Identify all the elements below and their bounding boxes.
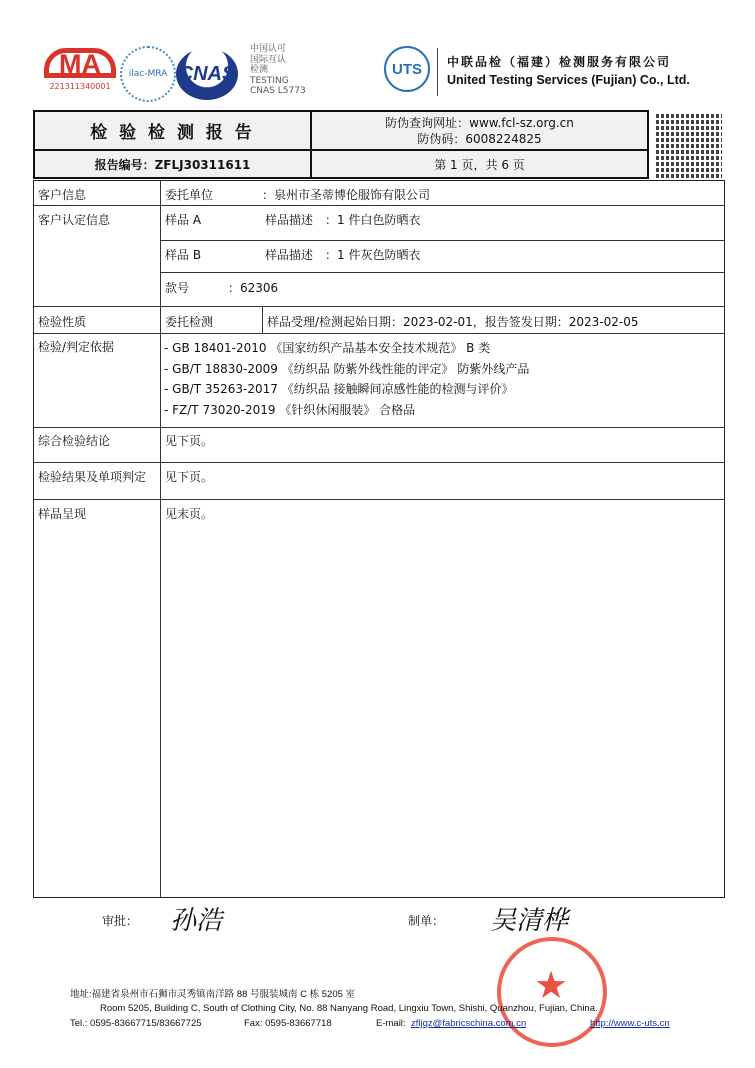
basis-label: 检验/判定依据 — [38, 340, 115, 354]
info-table — [33, 180, 725, 898]
approve-label: 审批： — [102, 914, 139, 928]
company-seal — [497, 937, 607, 1047]
star-icon: ★ — [534, 963, 569, 1007]
verification-info — [310, 110, 649, 151]
report-title: 检 验 检 测 报 告 — [33, 110, 312, 151]
inspection-nature-label: 检验性质 — [38, 315, 87, 329]
basis-item: - GB/T 18830-2009 《纺织品 防紫外线性能的评定》 防紫外线产品 — [164, 361, 530, 376]
address-cn: 地址:福建省泉州市石狮市灵秀镇南洋路 88 号服装城南 C 栋 5205 室 — [70, 989, 356, 1000]
results-value: 见下页。 — [165, 470, 214, 484]
report-number: 报告编号：ZFLJ30311611 — [33, 149, 312, 179]
cma-logo: MA 221311340001 — [44, 48, 116, 100]
verify-url: 防伪查询网址：www.fcl-sz.org.cn — [385, 115, 574, 130]
sample-b-label: 样品 B — [165, 248, 202, 262]
sample-presentation-label: 样品呈现 — [38, 507, 87, 521]
ilac-mra-logo: ilac-MRA — [120, 46, 176, 102]
basis-list — [164, 338, 529, 420]
basis-item: - GB 18401-2010 《国家纺织产品基本安全技术规范》 B 类 — [164, 341, 491, 355]
address-en: Room 5205, Building C, South of Clothing City, No. 88 Nanyang Road, Lingxiu Town, Shishi, Quanzhou, Fujian, China. — [100, 1003, 598, 1014]
prepare-label: 制单： — [408, 914, 445, 928]
dates: 样品受理/检测起始日期：2023-02-01，报告签发日期：2023-02-05 — [267, 315, 639, 329]
style-value: ：62306 — [228, 281, 279, 295]
sample-a-label: 样品 A — [165, 213, 202, 227]
results-label: 检验结果及单项判定 — [38, 470, 147, 484]
approve-signature: 孙浩 — [170, 906, 223, 936]
sample-a-desc-key: 样品描述 — [265, 213, 314, 227]
page-info: 第 1 页，共 6 页 — [310, 149, 649, 179]
inspection-nature-value: 委托检测 — [165, 315, 214, 329]
sample-b-desc: ：1 件灰色防晒衣 — [325, 248, 421, 262]
client-confirm-label: 客户认定信息 — [38, 213, 111, 227]
email-link[interactable]: zfljqz@fabricschina.com.cn — [411, 1018, 527, 1029]
sample-b-desc-key: 样品描述 — [265, 248, 314, 262]
client-key: 委托单位 — [165, 188, 214, 202]
verify-code: 防伪码：6008224825 — [417, 131, 542, 146]
email-label: E-mail: — [376, 1018, 406, 1029]
company-name-cn: 中联品检（福建）检测服务有限公司 — [447, 55, 672, 69]
conclusion-value: 见下页。 — [165, 434, 214, 448]
conclusion-label: 综合检验结论 — [38, 434, 111, 448]
client-info-label: 客户信息 — [38, 188, 87, 202]
fax: Fax: 0595-83667718 — [244, 1018, 332, 1029]
basis-item: - GB/T 35263-2017 《纺织品 接触瞬间凉感性能的检测与评价》 — [164, 382, 514, 396]
telephone: Tel.: 0595-83667715/83667725 — [70, 1018, 202, 1029]
basis-item: - FZ/T 73020-2019 《针织休闲服装》 合格品 — [164, 402, 416, 417]
website-link[interactable]: http://www.c-uts.cn — [590, 1018, 670, 1029]
style-key: 款号 — [165, 281, 190, 295]
qr-code — [656, 112, 722, 178]
sample-presentation-value: 见末页。 — [165, 507, 214, 521]
cma-code: 221311340001 — [49, 82, 111, 91]
cnas-logo: CNAS — [176, 48, 238, 100]
uts-logo: UTS — [384, 46, 430, 92]
accreditation-text: 中国认可 国际互认 检测 TESTING CNAS L5773 — [250, 44, 306, 96]
client-value: ：泉州市圣蒂博伦服饰有限公司 — [262, 188, 431, 202]
company-name-en: United Testing Services (Fujian) Co., Ltd. — [447, 73, 690, 87]
prepare-signature: 吴清桦 — [490, 906, 569, 936]
sample-a-desc: ：1 件白色防晒衣 — [325, 213, 421, 227]
